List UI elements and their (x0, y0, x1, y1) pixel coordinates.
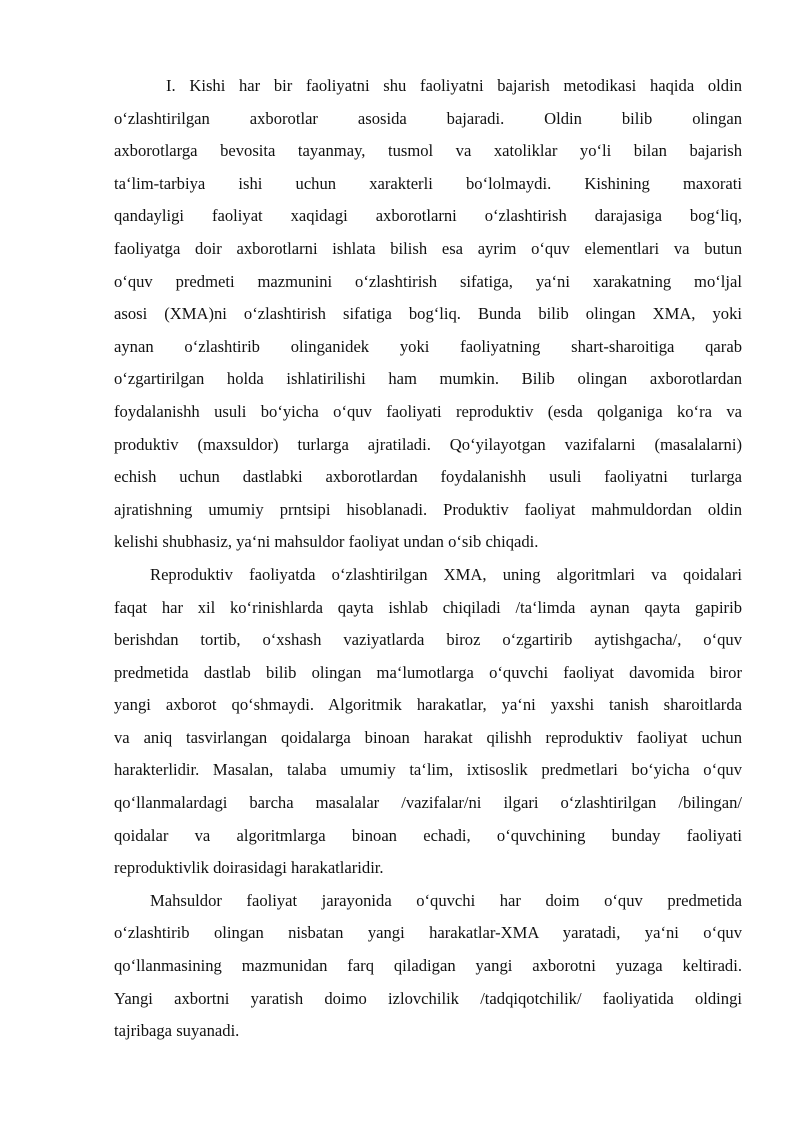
text-line: Mahsuldor faoliyat jarayonida oʻquvchi har doim oʻquv predmetida (150, 890, 742, 910)
paragraph-1 (114, 70, 742, 559)
text-line: va aniq tasvirlangan qoidalarga binoan harakat qilishh reproduktiv faoliyat uchun (114, 727, 742, 747)
text-line: oʻzlashtirilgan axborotlar asosida bajaradi. Oldin bilib olingan (114, 108, 742, 128)
paragraph-3 (114, 885, 742, 1048)
text-line: qoʻllanmalardagi barcha masalalar /vazifalar/ni ilgari oʻzlashtirilgan /bilingan/ (114, 793, 742, 813)
text-line: oʻzlashtirib olingan nisbatan yangi harakatlar-XMA yaratadi, yaʻni oʻquv (114, 923, 742, 943)
text-line: faoliyatga doir axborotlarni ishlata bilish esa ayrim oʻquv elementlari va butun (114, 238, 742, 258)
text-line: Reproduktiv faoliyatda oʻzlashtirilgan XMA, uning algoritmlari va qoidalari (150, 564, 742, 584)
text-line: oʻzgartirilgan holda ishlatirilishi ham mumkin. Bilib olingan axborotlardan (114, 369, 742, 389)
text-line: Yangi axbortni yaratish doimo izlovchilik /tadqiqotchilik/ faoliyatida oldingi (114, 988, 742, 1008)
text-line: aynan oʻzlashtirib olinganidek yoki faoliyatning shart-sharoitiga qarab (114, 336, 742, 356)
text-line: reproduktivlik doirasidagi harakatlaridir. (114, 858, 384, 878)
text-line: faqat har xil koʻrinishlarda qayta ishlab chiqiladi /taʻlimda aynan qayta gapirib (114, 597, 742, 617)
text-line: qoidalar va algoritmlarga binoan echadi, oʻquvchining bunday faoliyati (114, 825, 742, 845)
text-line: ajratishning umumiy prntsipi hisoblanadi. Produktiv faoliyat mahmuldordan oldin (114, 499, 742, 519)
text-line: qandayligi faoliyat xaqidagi axborotlarni oʻzlashtirish darajasiga bogʻliq, (114, 206, 742, 226)
text-line: I. Kishi har bir faoliyatni shu faoliyatni bajarish metodikasi haqida oldin (166, 76, 742, 95)
text-line: harakterlidir. Masalan, talaba umumiy taʻlim, ixtisoslik predmetlari boʻyicha oʻquv (114, 760, 742, 780)
text-line: qoʻllanmasining mazmunidan farq qiladigan yangi axborotni yuzaga keltiradi. (114, 956, 742, 976)
text-line: oʻquv predmeti mazmunini oʻzlashtirish sifatiga, yaʻni xarakatning moʻljal (114, 271, 742, 291)
text-line: kelishi shubhasiz, yaʻni mahsuldor faoliyat undan oʻsib chiqadi. (114, 532, 539, 552)
document-page (114, 70, 742, 1048)
text-line: predmetida dastlab bilib olingan maʻlumotlarga oʻquvchi faoliyat davomida biror (114, 662, 742, 682)
text-line: axborotlarga bevosita tayanmay, tusmol va xatoliklar yoʻli bilan bajarish (114, 141, 742, 161)
text-line: foydalanishh usuli boʻyicha oʻquv faoliyati reproduktiv (esda qolganiga koʻra va (114, 401, 742, 421)
text-line: asosi (XMA)ni oʻzlashtirish sifatiga bogʻliq. Bunda bilib olingan XMA, yoki (114, 304, 742, 324)
paragraph-2 (114, 559, 742, 885)
text-line: taʻlim-tarbiya ishi uchun xarakterli boʻlolmaydi. Kishining maxorati (114, 173, 742, 193)
text-line: tajribaga suyanadi. (114, 1021, 240, 1041)
text-line: echish uchun dastlabki axborotlardan foydalanishh usuli faoliyatni turlarga (114, 467, 742, 487)
text-line: berishdan tortib, oʻxshash vaziyatlarda biroz oʻzgartirib aytishgacha/, oʻquv (114, 630, 742, 650)
text-line: produktiv (maxsuldor) turlarga ajratiladi. Qoʻyilayotgan vazifalarni (masalalarni) (114, 434, 742, 454)
text-line: yangi axborot qoʻshmaydi. Algoritmik harakatlar, yaʻni yaxshi tanish sharoitlarda (114, 695, 742, 715)
